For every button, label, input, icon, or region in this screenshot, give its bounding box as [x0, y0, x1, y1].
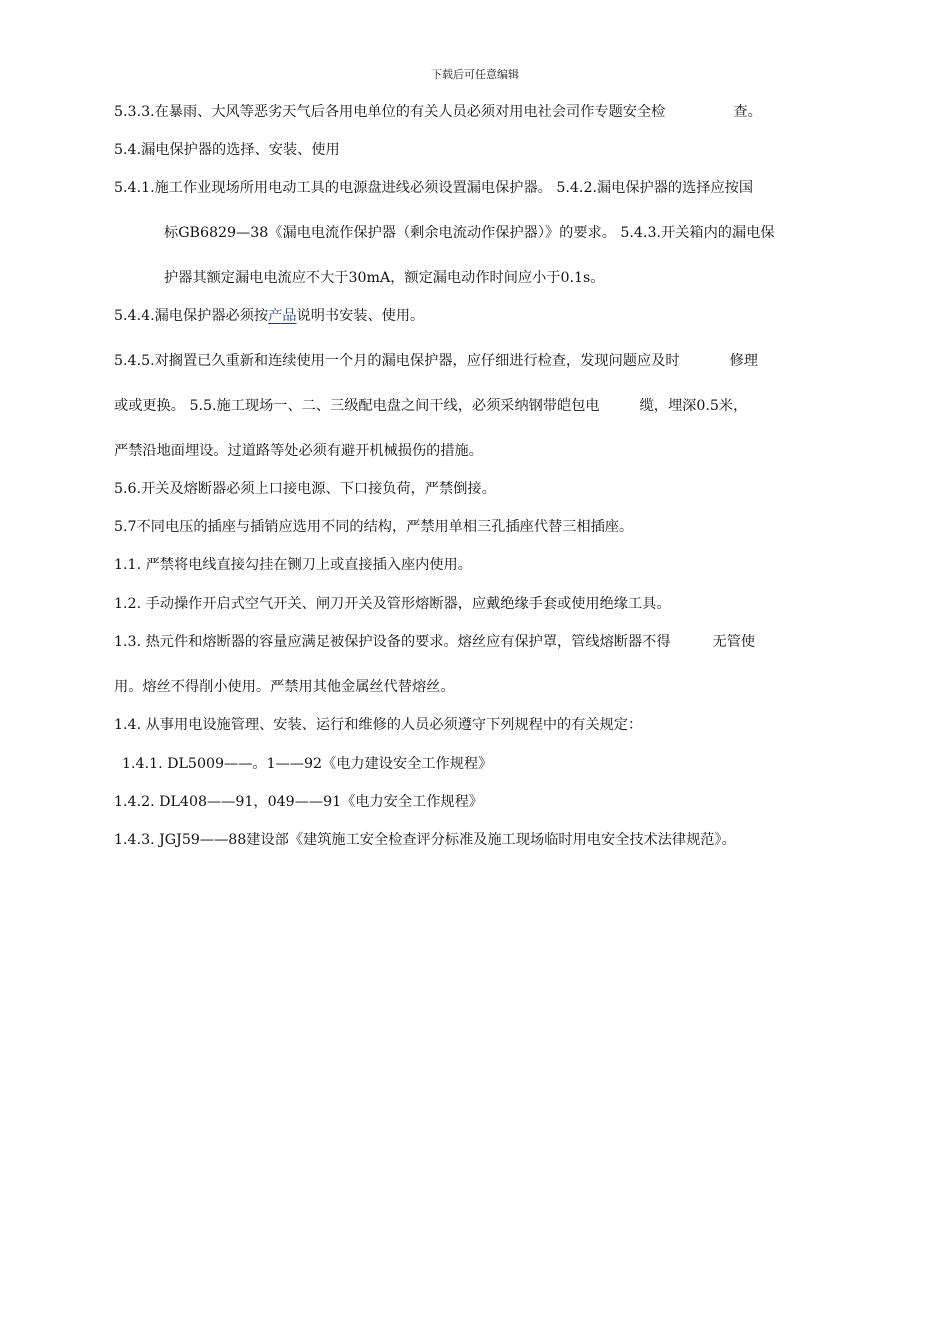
- paragraph-5-4-5: [114, 351, 758, 371]
- text-segment: 用。熔丝不得削小使用。严禁用其他金属丝代替熔丝。: [114, 679, 455, 695]
- text-segment: 1.1. 严禁将电线直接勾挂在铡刀上或直接插入座内使用。: [114, 557, 472, 573]
- paragraph-5-5: [114, 396, 747, 416]
- paragraph-1-4-2: [114, 792, 483, 812]
- text-segment: 5.6.开关及熔断器必须上口接电源、下口接负荷，严禁倒接。: [114, 481, 496, 497]
- paragraph-5-4-4: [114, 306, 424, 326]
- text-segment: 说明书安装、使用。: [296, 308, 425, 324]
- paragraph-1-4-3: [114, 830, 736, 850]
- text-segment: 5.4.5.对搁置已久重新和连续使用一个月的漏电保护器，应仔细进行检查，发现问题应及时: [114, 353, 680, 369]
- text-segment: 5.3.3.在暴雨、大风等恶劣天气后各用电单位的有关人员必须对用电社会司作专题安全检: [114, 104, 666, 120]
- page-header: 下载后可任意编辑: [431, 68, 519, 81]
- text-segment: 1.3. 热元件和熔断器的容量应满足被保护设备的要求。熔丝应有保护罩，管线熔断器不得: [114, 634, 671, 650]
- paragraph-1-1: [114, 555, 472, 575]
- paragraph-5-4-2-cont: [164, 223, 775, 243]
- text-segment: 1.4. 从事用电设施管理、安装、运行和维修的人员必须遵守下列规程中的有关规定：: [114, 717, 643, 733]
- paragraph-5-6: [114, 479, 496, 499]
- heading-5-4: [114, 140, 340, 160]
- text-segment: 5.7不同电压的插座与插销应选用不同的结构，严禁用单相三孔插座代替三相插座。: [114, 519, 634, 535]
- text-segment: 缆，埋深0.5米，: [639, 398, 748, 414]
- paragraph-1-3: [114, 632, 755, 652]
- paragraph-5-4-1: [114, 178, 753, 198]
- paragraph-5-4-3-cont: [164, 268, 604, 288]
- paragraph-1-4-1: [122, 754, 492, 774]
- text-segment: 5.4.1.施工作业现场所用电动工具的电源盘进线必须设置漏电保护器。 5.4.2.漏电保护器的选择应按国: [114, 180, 754, 196]
- text-segment: 护器其额定漏电电流应不大于30mA，额定漏电动作时间应小于0.1s。: [164, 270, 605, 286]
- text-segment: 或或更换。 5.5.施工现场一、二、三级配电盘之间干线，必须采纳钢带皑包电: [114, 398, 600, 414]
- text-segment: 5.4.漏电保护器的选择、安装、使用: [114, 142, 340, 158]
- text-segment: 1.4.3. JGJ59——88建设部《建筑施工安全检查评分标准及施工现场临时用电安全技术法律规范》。: [114, 832, 736, 848]
- text-segment: 修理: [729, 353, 758, 369]
- paragraph-1-3-cont: [114, 677, 455, 697]
- text-segment: 标GB6829—38《漏电电流作保护器（剩余电流动作保护器）》的要求。 5.4.3.开关箱内的漏电保: [164, 225, 775, 241]
- text-segment: 1.4.1. DL5009——。1——92《电力建设安全工作规程》: [122, 756, 493, 772]
- text-segment: 5.4.4.漏电保护器必须按: [114, 308, 269, 324]
- paragraph-5-3-3: [114, 102, 762, 122]
- text-segment: 无管使: [712, 634, 756, 650]
- paragraph-1-2: [114, 594, 671, 614]
- paragraph-1-4: [114, 715, 642, 735]
- paragraph-5-5-cont: [114, 441, 483, 461]
- text-segment: 查。: [733, 104, 762, 120]
- product-link[interactable]: 产品: [268, 308, 297, 324]
- text-segment: 严禁沿地面埋设。过道路等处必须有避开机械损伤的措施。: [114, 443, 483, 459]
- paragraph-5-7: [114, 517, 633, 537]
- text-segment: 1.2. 手动操作开启式空气开关、闸刀开关及管形熔断器，应戴绝缘手套或使用绝缘工具。: [114, 596, 671, 612]
- text-segment: 1.4.2. DL408——91，049——91《电力安全工作规程》: [114, 794, 483, 810]
